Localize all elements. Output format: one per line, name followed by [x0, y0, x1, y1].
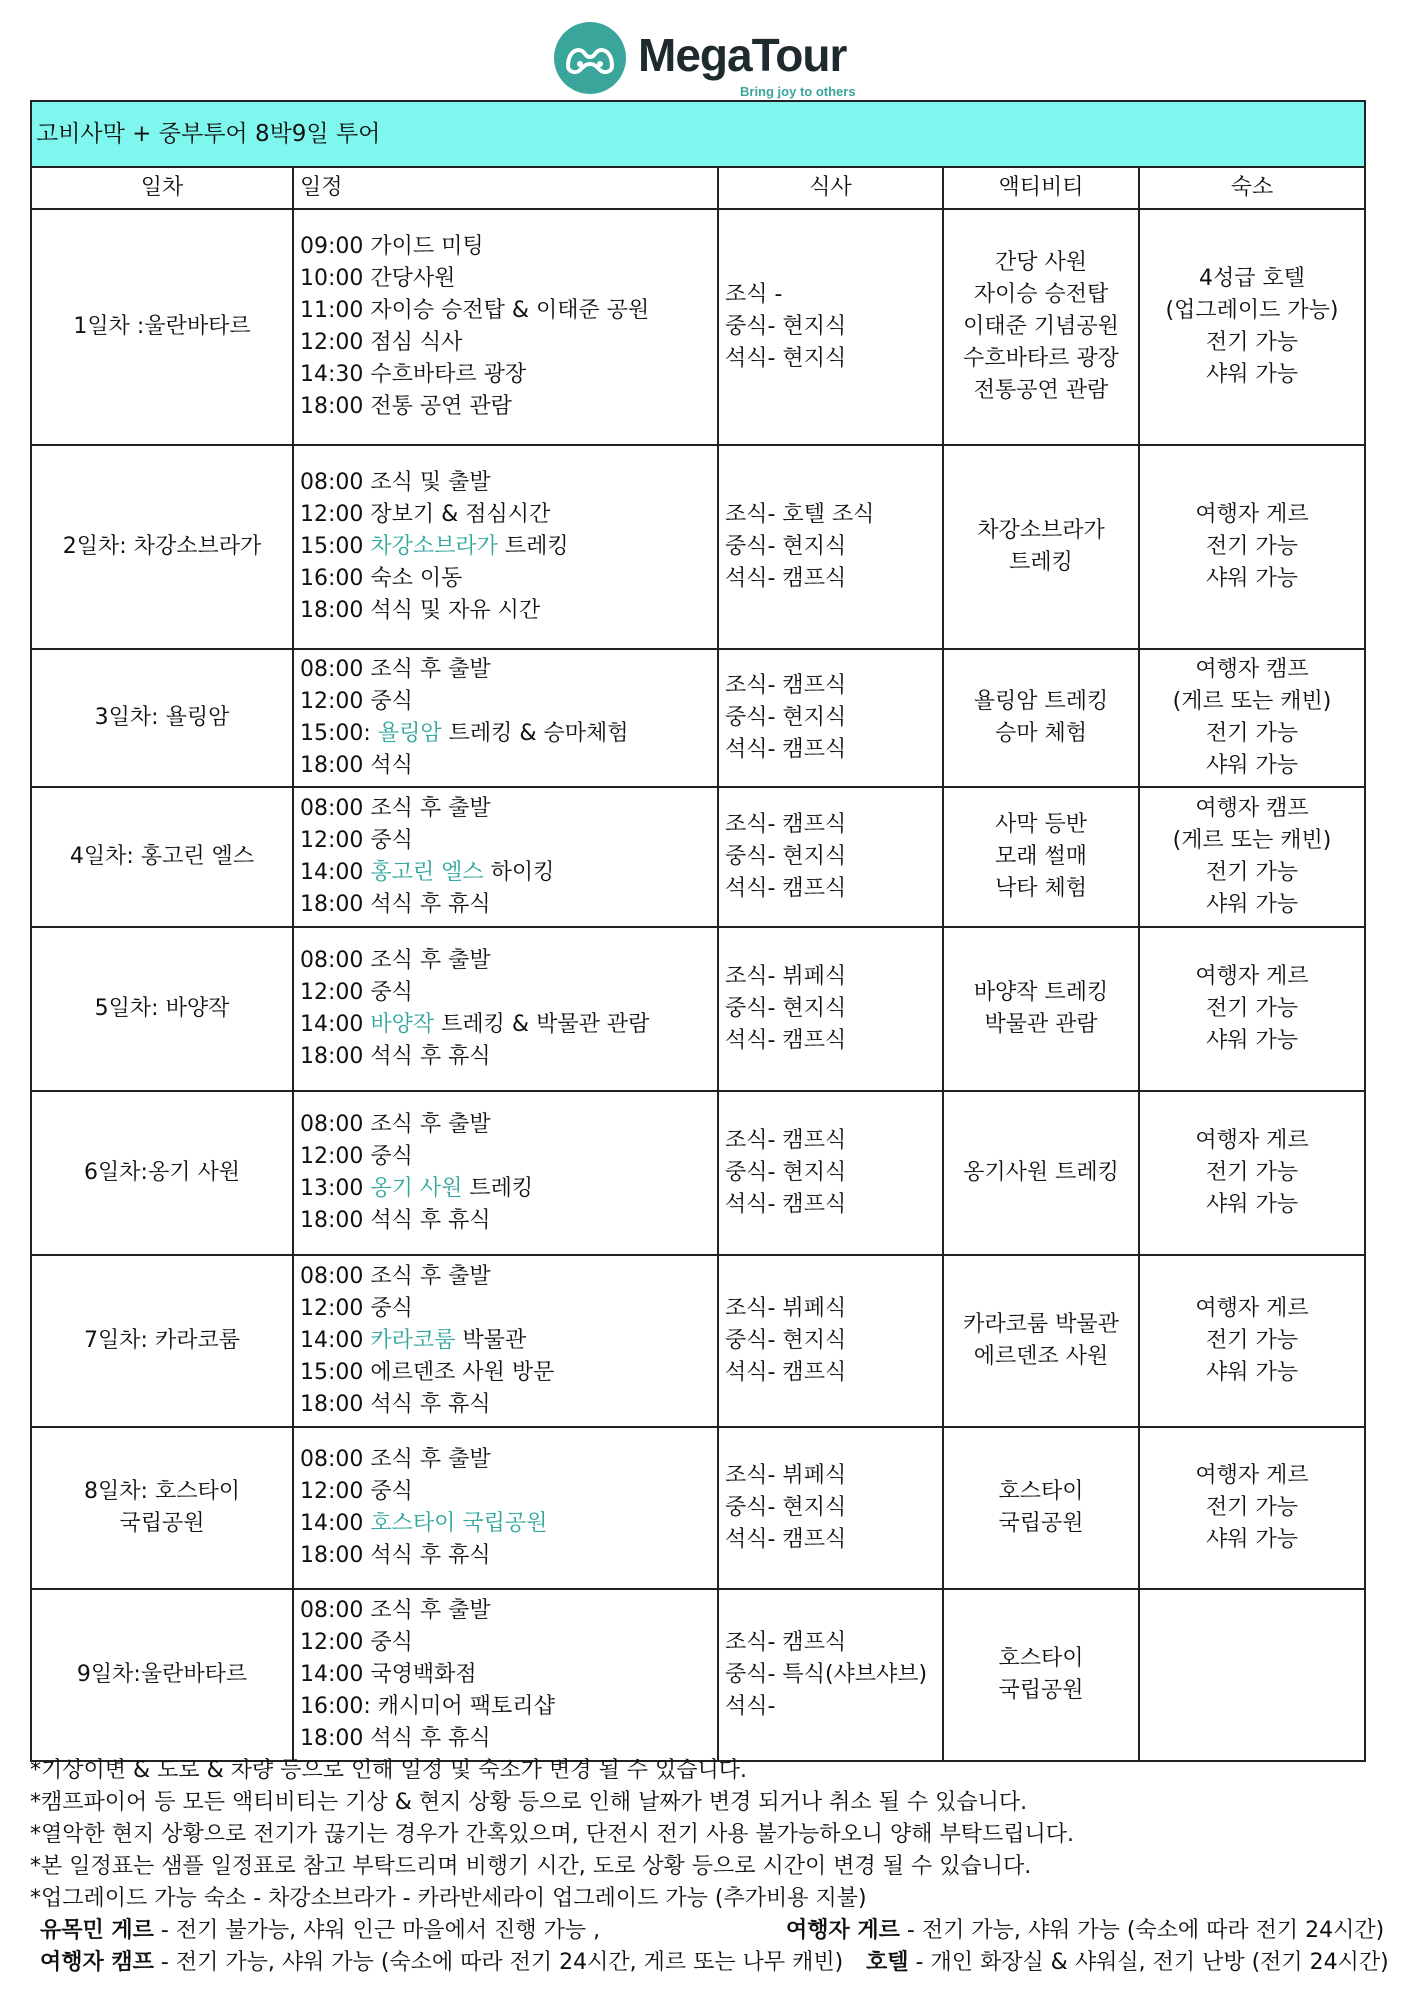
table-row [31, 209, 1365, 445]
activity-cell [943, 649, 1139, 787]
legend-desc: - 전기 가능, 샤워 가능 (숙소에 따라 전기 24시간) [899, 1918, 1385, 1943]
table-row [31, 1427, 1365, 1589]
stay-cell-line: 샤워 가능 [1205, 892, 1298, 917]
schedule-text: 트레킹 [462, 1176, 534, 1201]
schedule-text: 08:00 조식 및 출발 [300, 470, 491, 495]
schedule-text: 18:00 석식 후 휴식 [300, 1543, 491, 1568]
place-highlight: 카라코룸 [370, 1328, 456, 1353]
stay-cell-line: 여행자 게르 [1195, 1128, 1309, 1153]
schedule-text: 08:00 조식 후 출발 [300, 657, 491, 682]
schedule-text: 트레킹 & 승마체험 [441, 721, 629, 746]
schedule-line [300, 1627, 711, 1659]
header-day: 일차 [31, 167, 293, 209]
schedule-text: 18:00 석식 후 휴식 [300, 1208, 491, 1233]
stay-cell [1139, 649, 1365, 787]
schedule-text: 08:00 조식 후 출발 [300, 948, 491, 973]
schedule-cell [293, 445, 718, 649]
stay-cell-line: 샤워 가능 [1205, 753, 1298, 778]
schedule-text: 18:00 석식 및 자유 시간 [300, 598, 541, 623]
day-cell [31, 1589, 293, 1761]
day-cell-line: 8일차: 호스타이 [84, 1479, 240, 1504]
place-highlight: 욜링암 [377, 721, 442, 746]
table-row [31, 649, 1365, 787]
schedule-text: 12:00 중식 [300, 828, 413, 853]
day-cell [31, 1427, 293, 1589]
stay-cell-line: 전기 가능 [1205, 1328, 1298, 1353]
day-cell-line: 1일차 :울란바타르 [73, 314, 251, 339]
meals-cell-line: 중식- 현지식 [725, 996, 847, 1021]
meals-cell-line: 석식- 캠프식 [725, 876, 847, 901]
meals-cell-line: 조식- 뷔페식 [725, 1463, 847, 1488]
stay-cell-line: 전기 가능 [1205, 1495, 1298, 1520]
table-row [31, 1589, 1365, 1761]
schedule-text: 10:00 간당사원 [300, 266, 456, 291]
stay-cell-line: 4성급 호텔 [1199, 266, 1305, 291]
schedule-text: 08:00 조식 후 출발 [300, 1447, 491, 1472]
schedule-cell [293, 787, 718, 927]
day-cell-line: 5일차: 바양작 [94, 996, 230, 1021]
schedule-line [300, 467, 711, 499]
meals-cell-line: 조식 - [725, 282, 783, 307]
meals-cell [718, 445, 943, 649]
legend-row-1 [40, 1915, 1390, 1947]
stay-cell-line: 전기 가능 [1205, 330, 1298, 355]
schedule-line [300, 1009, 711, 1041]
schedule-text: 12:00 중식 [300, 980, 413, 1005]
schedule-text: 트레킹 & 박물관 관람 [434, 1012, 650, 1037]
day-cell [31, 445, 293, 649]
stay-cell-line: 샤워 가능 [1205, 1360, 1298, 1385]
table-title-row [31, 101, 1365, 167]
stay-cell [1139, 927, 1365, 1091]
schedule-line [300, 1691, 711, 1723]
stay-cell-line: 전기 가능 [1205, 1160, 1298, 1185]
activity-cell-line: 전통공연 관람 [973, 378, 1109, 403]
meals-cell-line: 석식- 캠프식 [725, 737, 847, 762]
schedule-line [300, 1261, 711, 1293]
meals-cell-line: 조식- 캠프식 [725, 1630, 847, 1655]
stay-cell [1139, 1427, 1365, 1589]
schedule-text: 12:00 점심 식사 [300, 330, 463, 355]
meals-cell-line: 석식- 캠프식 [725, 1360, 847, 1385]
schedule-line [300, 1325, 711, 1357]
activity-cell-line: 박물관 관람 [984, 1012, 1098, 1037]
schedule-text: 14:30 수흐바타르 광장 [300, 362, 527, 387]
schedule-line [300, 977, 711, 1009]
schedule-text: 18:00 석식 [300, 753, 413, 778]
activity-cell-line: 국립공원 [998, 1511, 1084, 1536]
schedule-line [300, 231, 711, 263]
schedule-line [300, 686, 711, 718]
schedule-text: 08:00 조식 후 출발 [300, 1112, 491, 1137]
legend-traveler-camp [40, 1950, 843, 1975]
schedule-cell [293, 649, 718, 787]
schedule-cell [293, 927, 718, 1091]
schedule-line [300, 1659, 711, 1691]
meals-cell-line: 석식- 현지식 [725, 346, 847, 371]
schedule-line [300, 1444, 711, 1476]
stay-cell-line: 여행자 게르 [1195, 1296, 1309, 1321]
legend-traveler-ger [786, 1915, 1384, 1947]
meals-cell-line: 중식- 현지식 [725, 534, 847, 559]
header-stay: 숙소 [1139, 167, 1365, 209]
day-cell-line: 4일차: 홍고린 엘스 [69, 844, 255, 869]
activity-cell [943, 1091, 1139, 1255]
table-row [31, 787, 1365, 927]
schedule-text: 14:00 국영백화점 [300, 1662, 477, 1687]
activity-cell-line: 호스타이 [998, 1479, 1084, 1504]
activity-cell-line: 호스타이 [998, 1646, 1084, 1671]
place-highlight: 호스타이 국립공원 [370, 1511, 548, 1536]
schedule-line [300, 263, 711, 295]
meals-cell-line: 조식- 호텔 조식 [725, 502, 875, 527]
meals-cell-line: 중식- 현지식 [725, 705, 847, 730]
notes-section [30, 1755, 1390, 1915]
schedule-line [300, 654, 711, 686]
schedule-text: 12:00 중식 [300, 1144, 413, 1169]
schedule-line [300, 563, 711, 595]
schedule-text: 12:00 장보기 & 점심시간 [300, 502, 551, 527]
table-row [31, 445, 1365, 649]
schedule-line [300, 1205, 711, 1237]
place-highlight: 차강소브라가 [370, 534, 498, 559]
schedule-text: 08:00 조식 후 출발 [300, 1264, 491, 1289]
tour-title: 고비사막 + 중부투어 8박9일 투어 [31, 101, 1365, 167]
note-line: *업그레이드 가능 숙소 - 차강소브라가 - 카라반세라이 업그레이드 가능 (추가비용 지불) [30, 1886, 867, 1911]
schedule-line [300, 359, 711, 391]
stay-cell-line: 여행자 게르 [1195, 964, 1309, 989]
stay-cell-line: 전기 가능 [1205, 860, 1298, 885]
header-activity: 액티비티 [943, 167, 1139, 209]
stay-cell [1139, 445, 1365, 649]
meals-cell [718, 1589, 943, 1761]
header-meals: 식사 [718, 167, 943, 209]
day-cell-line: 6일차:옹기 사원 [84, 1160, 240, 1185]
schedule-text: 18:00 석식 후 휴식 [300, 1392, 491, 1417]
stay-cell-line: 여행자 캠프 [1195, 657, 1309, 682]
activity-cell-line: 자이승 승전탑 [973, 282, 1109, 307]
stay-cell [1139, 1091, 1365, 1255]
schedule-text: 09:00 가이드 미팅 [300, 234, 484, 259]
schedule-text: 14:00 [300, 1328, 371, 1353]
activity-cell-line: 트레킹 [1009, 550, 1073, 575]
meals-cell [718, 1427, 943, 1589]
schedule-text: 트레킹 [497, 534, 569, 559]
schedule-line [300, 1723, 711, 1755]
schedule-cell [293, 1091, 718, 1255]
activity-cell [943, 787, 1139, 927]
schedule-line [300, 1293, 711, 1325]
meals-cell-line: 중식- 특식(샤브샤브) [725, 1662, 928, 1687]
meals-cell [718, 927, 943, 1091]
brand-name: MegaTour [638, 29, 847, 81]
schedule-text: 박물관 [455, 1328, 527, 1353]
place-highlight: 옹기 사원 [370, 1176, 463, 1201]
meals-cell-line: 중식- 현지식 [725, 314, 847, 339]
schedule-cell [293, 1255, 718, 1427]
schedule-text: 12:00 중식 [300, 1296, 413, 1321]
stay-cell-line: 전기 가능 [1205, 721, 1298, 746]
schedule-text: 15:00 [300, 534, 371, 559]
schedule-text: 하이킹 [483, 860, 555, 885]
schedule-text: 12:00 중식 [300, 1630, 413, 1655]
legend-desc: - 개인 화장실 & 샤워실, 전기 난방 (전기 24시간) [908, 1950, 1389, 1975]
schedule-line [300, 1173, 711, 1205]
activity-cell-line: 모래 썰매 [994, 844, 1087, 869]
brand-tagline: Bring joy to others [740, 84, 856, 99]
day-cell [31, 1091, 293, 1255]
note-line: *캠프파이어 등 모든 액티비티는 기상 & 현지 상황 등으로 인해 날짜가 변경 되거나 취소 될 수 있습니다. [30, 1790, 1028, 1815]
stay-cell [1139, 1589, 1365, 1761]
activity-cell-line: 차강소브라가 [977, 518, 1105, 543]
day-cell [31, 209, 293, 445]
day-cell [31, 787, 293, 927]
schedule-line [300, 391, 711, 423]
activity-cell-line: 욜링암 트레킹 [973, 689, 1109, 714]
stay-cell-line: (게르 또는 캐빈) [1172, 689, 1332, 714]
meals-cell-line: 석식- 캠프식 [725, 1192, 847, 1217]
schedule-line [300, 1041, 711, 1073]
schedule-line [300, 889, 711, 921]
day-cell [31, 927, 293, 1091]
legend-term: 여행자 게르 [786, 1918, 900, 1943]
itinerary-table [30, 100, 1366, 1762]
stay-cell-line: 샤워 가능 [1205, 1527, 1298, 1552]
table-header-row [31, 167, 1365, 209]
schedule-line [300, 499, 711, 531]
day-cell-line: 국립공원 [119, 1511, 205, 1536]
legend-desc: - 전기 불가능, 샤워 인근 마을에서 진행 가능 , [153, 1918, 601, 1943]
meals-cell-line: 중식- 현지식 [725, 844, 847, 869]
table-row [31, 927, 1365, 1091]
meals-cell-line: 조식- 뷔페식 [725, 964, 847, 989]
activity-cell [943, 1255, 1139, 1427]
stay-cell-line: 샤워 가능 [1205, 1192, 1298, 1217]
table-row [31, 1255, 1365, 1427]
place-highlight: 홍고린 엘스 [370, 860, 484, 885]
meals-cell-line: 석식- [725, 1694, 776, 1719]
stay-cell-line: 샤워 가능 [1205, 362, 1298, 387]
activity-cell-line: 승마 체험 [994, 721, 1087, 746]
schedule-text: 18:00 석식 후 휴식 [300, 1726, 491, 1751]
schedule-line [300, 327, 711, 359]
meals-cell [718, 1255, 943, 1427]
meals-cell-line: 조식- 캠프식 [725, 812, 847, 837]
brand-logo [552, 20, 882, 98]
schedule-text: 14:00 [300, 1012, 371, 1037]
legend-term: 유목민 게르 [40, 1918, 154, 1943]
day-cell [31, 1255, 293, 1427]
day-cell-line: 7일차: 카라코룸 [84, 1328, 240, 1353]
stay-cell [1139, 209, 1365, 445]
megatour-logo-icon [552, 20, 628, 96]
activity-cell [943, 209, 1139, 445]
schedule-text: 08:00 조식 후 출발 [300, 1598, 491, 1623]
activity-cell-line: 옹기사원 트레킹 [963, 1160, 1119, 1185]
activity-cell-line: 사막 등반 [994, 812, 1087, 837]
legend-desc: - 전기 가능, 샤워 가능 (숙소에 따라 전기 24시간, 게르 또는 나무 캐빈) [153, 1950, 844, 1975]
schedule-text: 11:00 자이승 승전탑 & 이태준 공원 [300, 298, 650, 323]
note-line: *열악한 현지 상황으로 전기가 끊기는 경우가 간혹있으며, 단전시 전기 사용 불가능하오니 양해 부탁드립니다. [30, 1822, 1074, 1847]
stay-cell-line: 샤워 가능 [1205, 1028, 1298, 1053]
schedule-line [300, 1476, 711, 1508]
schedule-text: 18:00 석식 후 휴식 [300, 892, 491, 917]
schedule-text: 18:00 석식 후 휴식 [300, 1044, 491, 1069]
stay-cell-line: 전기 가능 [1205, 534, 1298, 559]
schedule-text: 12:00 중식 [300, 1479, 413, 1504]
meals-cell [718, 209, 943, 445]
schedule-line [300, 1357, 711, 1389]
legend-term: 호텔 [866, 1950, 909, 1975]
note-line: *기상이변 & 도로 & 차량 등으로 인해 일정 및 숙소가 변경 될 수 있습니다. [30, 1758, 748, 1783]
schedule-line [300, 295, 711, 327]
activity-cell-line: 바양작 트레킹 [973, 980, 1109, 1005]
activity-cell-line: 국립공원 [998, 1678, 1084, 1703]
meals-cell [718, 787, 943, 927]
header-schedule: 일정 [293, 167, 718, 209]
stay-cell-line: 전기 가능 [1205, 996, 1298, 1021]
schedule-line [300, 945, 711, 977]
schedule-line [300, 1389, 711, 1421]
table-row [31, 1091, 1365, 1255]
schedule-text: 13:00 [300, 1176, 371, 1201]
schedule-line [300, 1508, 711, 1540]
schedule-text: 16:00: 캐시미어 팩토리샵 [300, 1694, 555, 1719]
schedule-line [300, 793, 711, 825]
meals-cell-line: 석식- 캠프식 [725, 1527, 847, 1552]
note-line: *본 일정표는 샘플 일정표로 참고 부탁드리며 비행기 시간, 도로 상황 등으로 시간이 변경 될 수 있습니다. [30, 1854, 1032, 1879]
schedule-line [300, 595, 711, 627]
activity-cell-line: 이태준 기념공원 [963, 314, 1119, 339]
schedule-text: 15:00: [300, 721, 378, 746]
activity-cell-line: 에르덴조 사원 [973, 1344, 1109, 1369]
day-cell-line: 3일차: 욜링암 [94, 705, 230, 730]
schedule-line [300, 750, 711, 782]
schedule-cell [293, 1427, 718, 1589]
schedule-line [300, 1109, 711, 1141]
meals-cell-line: 조식- 캠프식 [725, 673, 847, 698]
schedule-text: 12:00 중식 [300, 689, 413, 714]
meals-cell-line: 조식- 뷔페식 [725, 1296, 847, 1321]
activity-cell-line: 간당 사원 [994, 250, 1087, 275]
schedule-text: 15:00 에르덴조 사원 방문 [300, 1360, 555, 1385]
activity-cell [943, 1427, 1139, 1589]
activity-cell [943, 927, 1139, 1091]
legend-hotel [866, 1947, 1389, 1979]
stay-cell-line: (게르 또는 캐빈) [1172, 828, 1332, 853]
schedule-text: 14:00 [300, 1511, 371, 1536]
schedule-line [300, 1141, 711, 1173]
schedule-line [300, 1540, 711, 1572]
activity-cell [943, 1589, 1139, 1761]
schedule-cell [293, 209, 718, 445]
day-cell-line: 2일차: 차강소브라가 [62, 534, 262, 559]
stay-cell [1139, 787, 1365, 927]
day-cell [31, 649, 293, 787]
schedule-line [300, 531, 711, 563]
stay-cell-line: (업그레이드 가능) [1165, 298, 1339, 323]
activity-cell-line: 수흐바타르 광장 [963, 346, 1119, 371]
meals-cell-line: 석식- 캠프식 [725, 566, 847, 591]
schedule-line [300, 718, 711, 750]
legend-row-2 [40, 1947, 1390, 1979]
schedule-cell [293, 1589, 718, 1761]
meals-cell-line: 중식- 현지식 [725, 1160, 847, 1185]
schedule-text: 16:00 숙소 이동 [300, 566, 463, 591]
stay-cell-line: 여행자 게르 [1195, 1463, 1309, 1488]
legend-nomad-ger [40, 1918, 600, 1943]
meals-cell [718, 649, 943, 787]
schedule-line [300, 825, 711, 857]
stay-cell-line: 샤워 가능 [1205, 566, 1298, 591]
activity-cell-line: 낙타 체험 [994, 876, 1087, 901]
activity-cell-line: 카라코룸 박물관 [963, 1312, 1119, 1337]
schedule-text: 08:00 조식 후 출발 [300, 796, 491, 821]
meals-cell [718, 1091, 943, 1255]
schedule-text: 14:00 [300, 860, 371, 885]
activity-cell [943, 445, 1139, 649]
day-cell-line: 9일차:울란바타르 [76, 1662, 248, 1687]
stay-cell-line: 여행자 게르 [1195, 502, 1309, 527]
meals-cell-line: 석식- 캠프식 [725, 1028, 847, 1053]
schedule-line [300, 857, 711, 889]
schedule-text: 18:00 전통 공연 관람 [300, 394, 512, 419]
meals-cell-line: 중식- 현지식 [725, 1328, 847, 1353]
schedule-line [300, 1595, 711, 1627]
meals-cell-line: 중식- 현지식 [725, 1495, 847, 1520]
stay-cell [1139, 1255, 1365, 1427]
stay-cell-line: 여행자 캠프 [1195, 796, 1309, 821]
legend-term: 여행자 캠프 [40, 1950, 154, 1975]
meals-cell-line: 조식- 캠프식 [725, 1128, 847, 1153]
place-highlight: 바양작 [370, 1012, 435, 1037]
